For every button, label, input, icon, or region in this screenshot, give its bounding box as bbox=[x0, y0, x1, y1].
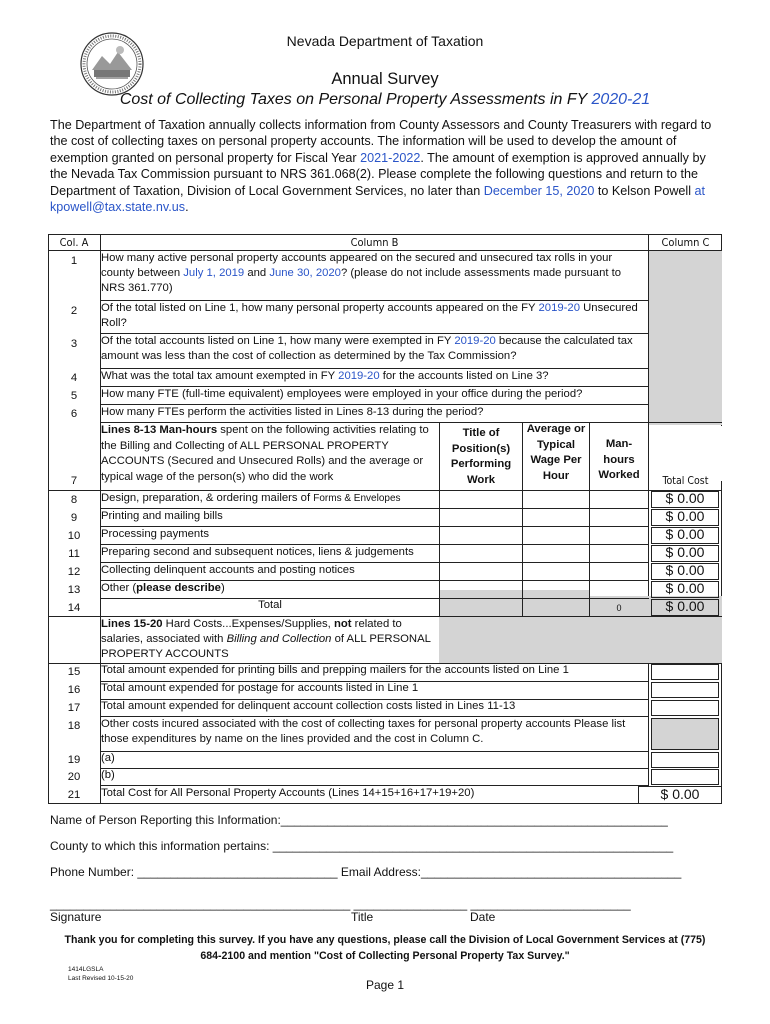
line-number: 14 bbox=[67, 602, 81, 614]
intro-paragraph bbox=[50, 117, 720, 215]
line-2-fy: 2019-20 bbox=[538, 302, 580, 314]
total-cost-line-14[interactable] bbox=[651, 599, 719, 616]
line-20-text: (b) bbox=[101, 769, 115, 781]
intro-text-4: . bbox=[185, 200, 189, 215]
cost-line-16[interactable] bbox=[651, 682, 719, 698]
intro-fy: 2021-2022 bbox=[360, 150, 421, 165]
total-cost-line-9[interactable] bbox=[651, 509, 719, 526]
cost-line-18 bbox=[651, 718, 719, 750]
line-1-date1: July 1, 2019 bbox=[183, 267, 245, 279]
thank-you-line-2: 684-2100 and mention "Cost of Collecting Personal Property Tax Survey." bbox=[200, 950, 570, 962]
line-2-a: Of the total listed on Line 1, how many personal property accounts appeared on the FY bbox=[101, 302, 539, 314]
line-1-a: How many active personal property accounts appeared on the secured and unsecured tax rolls in your county between bbox=[101, 252, 613, 279]
line-21-text: Total Cost for All Personal Property Accounts (Lines 14+15+16+17+19+20) bbox=[101, 787, 475, 799]
line-4-a: What was the total tax amount exempted in FY bbox=[101, 370, 339, 382]
total-cost-cell bbox=[649, 426, 722, 481]
line-1-b: ? (please do not include assessments made pursuant to NRS 361.770) bbox=[101, 267, 622, 294]
line-4-fy: 2019-20 bbox=[338, 370, 380, 382]
thank-you-note bbox=[40, 932, 730, 964]
line-number: 9 bbox=[70, 512, 78, 524]
line-number: 6 bbox=[70, 408, 78, 420]
cost-line-17[interactable] bbox=[651, 700, 719, 716]
agency-name: Nevada Department of Taxation bbox=[286, 33, 484, 49]
line-number: 17 bbox=[67, 702, 81, 714]
line-number: 18 bbox=[67, 720, 81, 732]
hard-not: not bbox=[333, 618, 352, 630]
cost-value: $ 0.00 bbox=[665, 544, 705, 560]
line-3-fy: 2019-20 bbox=[454, 335, 496, 347]
line-number: 13 bbox=[67, 584, 81, 596]
col-hours-divider bbox=[589, 422, 590, 616]
cost-value: $ 0.00 bbox=[665, 562, 705, 578]
line-1-and: and bbox=[244, 267, 270, 279]
line-5-text: How many FTE (full-time equivalent) employees were employed in your office during the period? bbox=[101, 388, 583, 400]
survey-subtitle bbox=[0, 91, 770, 109]
header-title-of-position: Title of Position(s) Performing Work bbox=[450, 427, 512, 486]
line-9-text: Printing and mailing bills bbox=[101, 510, 223, 522]
line-17-text: Total amount expended for delinquent account collection costs listed in Lines 11-13 bbox=[101, 700, 516, 712]
hard-c: of ALL PERSONAL PROPERTY ACCOUNTS bbox=[101, 633, 431, 660]
line-number: 8 bbox=[70, 494, 78, 506]
row-rule bbox=[100, 768, 649, 769]
survey-title: Annual Survey bbox=[331, 70, 439, 88]
line-number: 7 bbox=[70, 475, 78, 487]
cost-line-15[interactable] bbox=[651, 664, 719, 680]
header-total-cost: Total Cost bbox=[662, 475, 709, 487]
total-shade bbox=[439, 590, 589, 618]
line-number: 2 bbox=[70, 305, 78, 317]
total-cost-line-11[interactable] bbox=[651, 545, 719, 562]
date-label: Date bbox=[470, 910, 496, 924]
intro-deadline: December 15, 2020 bbox=[483, 183, 595, 198]
col-c-shade-top bbox=[649, 250, 722, 425]
line-13-a: Other ( bbox=[101, 582, 137, 594]
line-number: 3 bbox=[70, 338, 78, 350]
line-15-text: Total amount expended for printing bills and prepping mailers for the accounts listed on Line 1 bbox=[101, 664, 569, 676]
line-13-bold: please describe bbox=[136, 582, 221, 594]
cost-line-19[interactable] bbox=[651, 752, 719, 768]
line-number: 20 bbox=[67, 771, 81, 783]
line-2-text bbox=[101, 301, 647, 331]
line-number: 15 bbox=[67, 666, 81, 678]
line-14-hours: 0 bbox=[616, 603, 622, 613]
name-field[interactable]: Name of Person Reporting this Information:__________________________________________________________ bbox=[50, 813, 668, 827]
last-revised: Last Revised 10-15-20 bbox=[68, 975, 134, 982]
intro-text-3: to Kelson Powell bbox=[594, 183, 695, 198]
line-number: 5 bbox=[70, 390, 78, 402]
line-4-b: for the accounts listed on Line 3? bbox=[379, 370, 549, 382]
line-1-date2: June 30, 2020 bbox=[269, 267, 341, 279]
total-cost-line-8[interactable] bbox=[651, 491, 719, 508]
line-number: 21 bbox=[67, 789, 81, 801]
cost-value: $ 0.00 bbox=[665, 598, 705, 614]
phone-email-field[interactable]: Phone Number: ______________________________ Email Address:_______________________________________ bbox=[50, 865, 682, 879]
header-man-hours: Man-hours Worked bbox=[598, 438, 640, 481]
line-6-text: How many FTEs perform the activities listed in Lines 8-13 during the period? bbox=[101, 406, 484, 418]
cost-line-20[interactable] bbox=[651, 769, 719, 785]
line-number: 16 bbox=[67, 684, 81, 696]
cost-value: $ 0.00 bbox=[665, 526, 705, 542]
subtitle-fy: 2020-21 bbox=[591, 91, 651, 108]
line-8-b: Forms & Envelopes bbox=[313, 493, 401, 504]
subtitle-text: Cost of Collecting Taxes on Personal Property Assessments in FY bbox=[119, 91, 587, 108]
line-13-b: ) bbox=[220, 582, 225, 594]
line-number: 10 bbox=[67, 530, 81, 542]
grand-total-value: $ 0.00 bbox=[660, 786, 700, 802]
line-3-a: Of the total accounts listed on Line 1, how many were exempted in FY bbox=[101, 335, 455, 347]
col-c-header: Column C bbox=[661, 236, 710, 249]
intro-text-2: . The amount of exemption is approved annually by the Nevada Tax Commission pursuant to NRS 361.068(2). Please complete the following questions and return to the Department of Taxation, Division of Local Government Services, no later than bbox=[50, 150, 706, 198]
total-cost-line-10[interactable] bbox=[651, 527, 719, 544]
title-label: Title bbox=[351, 910, 374, 924]
line-number: 19 bbox=[67, 754, 81, 766]
line-number: 1 bbox=[70, 255, 78, 267]
hard-ital: Billing and Collection bbox=[226, 633, 332, 645]
line-14-text: Total bbox=[258, 599, 282, 611]
signature-label: Signature bbox=[50, 910, 102, 924]
line-4-text bbox=[101, 369, 549, 384]
cost-value: $ 0.00 bbox=[665, 580, 705, 596]
thank-you-line-1: Thank you for completing this survey. If you have any questions, please call the Division of Local Government Services at (775) bbox=[64, 934, 706, 946]
page-number: Page 1 bbox=[365, 978, 405, 992]
hard-costs-header bbox=[101, 617, 437, 662]
col-wage-divider bbox=[522, 422, 523, 616]
line-number: 11 bbox=[68, 548, 80, 560]
line-8-a: Design, preparation, & ordering mailers of bbox=[101, 492, 314, 504]
total-cost-line-13[interactable] bbox=[651, 581, 719, 598]
header-average-wage: Average or Typical Wage Per Hour bbox=[526, 423, 586, 482]
line-7-bold: Lines 8-13 Man-hours bbox=[101, 424, 218, 436]
hard-a: Hard Costs...Expenses/Supplies, bbox=[162, 618, 334, 630]
intro-email: at kpowell@tax.state.nv.us bbox=[50, 183, 706, 215]
line-7-text bbox=[101, 423, 441, 485]
intro-text-1: The Department of Taxation annually collects information from County Assessors and County Treasurers with regard to the cost of collecting taxes on personal property accounts. The information will be used to develop the amount of exemption granted on personal property for Fiscal Year bbox=[50, 118, 712, 165]
line-13-text bbox=[101, 581, 225, 596]
cost-value: $ 0.00 bbox=[665, 508, 705, 524]
line-10-text: Processing payments bbox=[101, 528, 209, 540]
row-rule bbox=[100, 751, 649, 752]
hard-bold: Lines 15-20 bbox=[101, 618, 163, 630]
total-cost-line-12[interactable] bbox=[651, 563, 719, 580]
line-3-text bbox=[101, 334, 647, 364]
line-18-text: Other costs incured associated with the cost of collecting taxes for personal property accounts Please list those expenditures by name on the lines provided and the cost in Column C. bbox=[101, 718, 626, 745]
grand-total-cell[interactable] bbox=[638, 786, 722, 804]
line-2-b: Unsecured Roll? bbox=[101, 302, 638, 329]
col-a-header: Col. A bbox=[59, 236, 89, 249]
form-number: 1414LGSLA bbox=[68, 966, 104, 973]
col-b-header: Column B bbox=[350, 236, 399, 249]
line-12-text: Collecting delinquent accounts and posting notices bbox=[101, 564, 355, 576]
survey-table bbox=[48, 234, 722, 804]
signature-lines[interactable]: _____________________________________________ _________________ ________________________ bbox=[50, 897, 631, 911]
line-8-text bbox=[101, 491, 401, 506]
line-19-text: (a) bbox=[101, 752, 115, 764]
line-number: 12 bbox=[67, 566, 81, 578]
line-11-text: Preparing second and subsequent notices, liens & judgements bbox=[101, 546, 414, 558]
col-title-divider bbox=[439, 422, 440, 616]
county-field[interactable]: County to which this information pertains: ____________________________________________________________ bbox=[50, 839, 674, 853]
line-16-text: Total amount expended for postage for accounts listed in Line 1 bbox=[101, 682, 419, 694]
line-1-text bbox=[101, 251, 647, 296]
hard-b: related to salaries, associated with bbox=[101, 618, 402, 645]
cost-value: $ 0.00 bbox=[665, 490, 705, 506]
line-number: 4 bbox=[70, 372, 78, 384]
line-3-b: because the calculated tax amount was less than the cost of collection as determined by the Tax Commission? bbox=[101, 335, 633, 362]
line-7-rest: spent on the following activities relating to the Billing and Collecting of ALL PERSONAL PROPERTY ACCOUNTS (Secured and Unsecured Rolls) and the average or typical wage of the person(s) who did the work bbox=[101, 424, 429, 483]
